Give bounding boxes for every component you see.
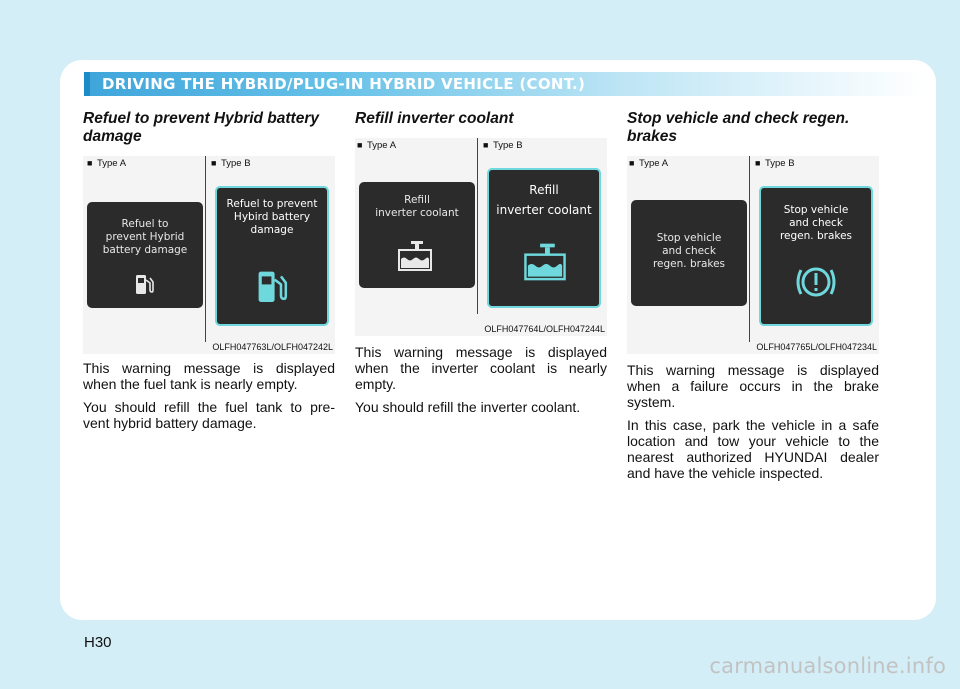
- figure-divider: [477, 138, 478, 314]
- section-inverter-coolant: [355, 110, 607, 415]
- type-b-label: Type B: [765, 158, 795, 169]
- section-refuel: [83, 110, 335, 431]
- body-paragraph: In this case, park the vehicle in a safe location and tow your vehicle to the nearest authorized HYUNDAI dealer and have the vehicle inspected.: [627, 417, 879, 481]
- fuel-pump-icon: [257, 266, 289, 306]
- warning-figure: [83, 156, 335, 354]
- lcd-display-type-a: [359, 182, 475, 288]
- section-heading: Refill inverter coolant: [355, 110, 514, 127]
- lcd-display-type-b: [487, 168, 601, 308]
- lcd-message: Refill inverter coolant: [375, 194, 459, 219]
- figure-code: OLFH047764L/OLFH047244L: [484, 324, 605, 334]
- type-b-label: Type B: [221, 158, 251, 169]
- type-a-label: Type A: [97, 158, 127, 169]
- body-paragraph: This warning message is displayed when a failure occurs in the brake system.: [627, 362, 879, 410]
- square-bullet-icon: ■: [755, 158, 761, 168]
- figure-divider: [205, 156, 206, 342]
- lcd-display-type-a: [87, 202, 203, 308]
- lcd-display-type-b: [759, 186, 873, 326]
- warning-figure: [627, 156, 879, 354]
- type-labels: [83, 156, 335, 174]
- square-bullet-icon: ■: [483, 140, 489, 150]
- brake-warning-icon: [793, 262, 839, 302]
- section-heading: Refuel to prevent Hybrid battery damage: [83, 110, 319, 145]
- page-number: H30: [84, 634, 112, 651]
- type-a-label: Type A: [639, 158, 669, 169]
- watermark-text: carmanualsonline.info: [709, 654, 946, 678]
- lcd-message: Stop vehicle and check regen. brakes: [779, 204, 853, 242]
- lcd-display-type-a: [631, 200, 747, 306]
- type-labels: [627, 156, 879, 174]
- figure-divider: [749, 156, 750, 342]
- lcd-message: Refill inverter coolant: [496, 183, 592, 217]
- lcd-display-type-b: [215, 186, 329, 326]
- body-paragraph: This warning message is displayed when the fuel tank is nearly empty.: [83, 360, 335, 392]
- section-heading: Stop vehicle and check regen. brakes: [627, 110, 850, 145]
- type-labels: [355, 138, 607, 156]
- square-bullet-icon: ■: [211, 158, 217, 168]
- square-bullet-icon: ■: [87, 158, 93, 168]
- lcd-message: Stop vehicle and check regen. brakes: [652, 232, 726, 270]
- body-paragraph: You should refill the inverter coolant.: [355, 399, 581, 415]
- figure-code: OLFH047763L/OLFH047242L: [212, 342, 333, 352]
- coolant-level-icon: [523, 242, 567, 282]
- coolant-level-icon: [397, 240, 433, 272]
- type-a-label: Type A: [367, 140, 397, 151]
- lcd-message: Refuel to prevent Hybrid battery damage: [102, 218, 188, 256]
- type-b-label: Type B: [493, 140, 523, 151]
- warning-figure: [355, 138, 607, 336]
- section-header-title: DRIVING THE HYBRID/PLUG-IN HYBRID VEHICLE (CONT.): [102, 75, 586, 93]
- fuel-pump-icon: [135, 272, 155, 296]
- body-paragraph: This warning message is displayed when the inverter coolant is nearly empty.: [355, 344, 607, 392]
- figure-code: OLFH047765L/OLFH047234L: [756, 342, 877, 352]
- square-bullet-icon: ■: [629, 158, 635, 168]
- lcd-message: Refuel to prevent Hybird battery damage: [226, 198, 318, 236]
- section-regen-brakes: [627, 110, 879, 481]
- body-paragraph: You should refill the fuel tank to pre- vent hybrid battery damage.: [83, 399, 335, 431]
- square-bullet-icon: ■: [357, 140, 363, 150]
